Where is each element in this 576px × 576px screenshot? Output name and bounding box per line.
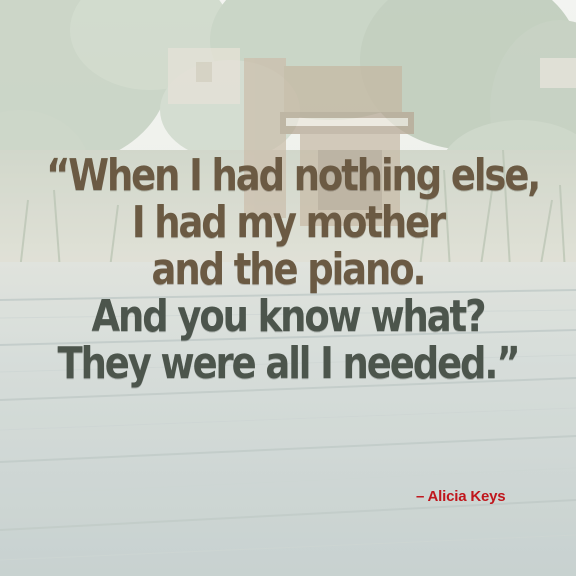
quote-line-1: “When I had nothing else,	[46, 150, 540, 201]
quote-attribution: – Alicia Keys	[416, 488, 506, 505]
quote-line-2: I had my mother	[131, 197, 445, 248]
quote-line-3: and the piano.	[151, 244, 425, 295]
quote-line-4: And you know what?	[91, 291, 485, 342]
quote-line-5: They were all I needed.”	[57, 338, 519, 389]
quote-text	[46, 150, 540, 389]
